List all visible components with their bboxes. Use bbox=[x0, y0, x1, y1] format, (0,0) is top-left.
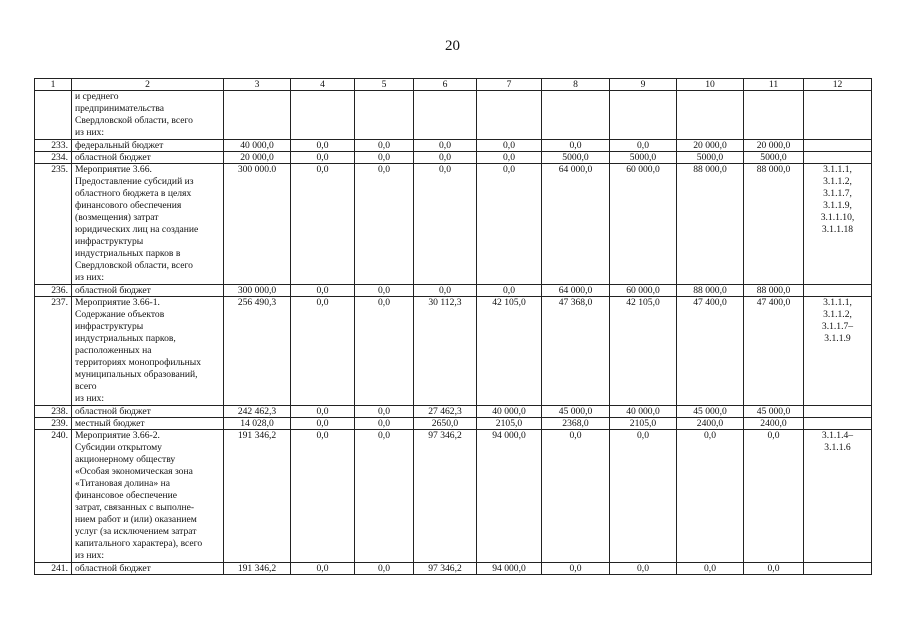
value-cell: 0,0 bbox=[414, 152, 477, 164]
row-number: 233. bbox=[35, 140, 72, 152]
page-number: 20 bbox=[445, 38, 460, 54]
value-cell: 27 462,3 bbox=[414, 406, 477, 418]
value-cell: 242 462,3 bbox=[224, 406, 291, 418]
description-line: территориях монопрофильных bbox=[75, 357, 201, 368]
description-line: инфраструктуры bbox=[75, 321, 144, 332]
value-cell: 0,0 bbox=[291, 285, 355, 297]
value-cell: 5000,0 bbox=[542, 152, 610, 164]
description-line: нием работ и (или) оказанием bbox=[75, 514, 197, 525]
value-cell: 20 000,0 bbox=[677, 140, 744, 152]
reference-line: 3.1.1.1, bbox=[823, 297, 852, 308]
value-cell bbox=[355, 91, 414, 140]
description-line: областной бюджет bbox=[75, 406, 151, 417]
row-description bbox=[72, 164, 224, 285]
column-number-row bbox=[35, 79, 872, 91]
description-line: инфраструктуры bbox=[75, 236, 144, 247]
value-cell: 45 000,0 bbox=[744, 406, 804, 418]
row-number: 235. bbox=[35, 164, 72, 285]
table-row bbox=[35, 152, 872, 164]
description-line: Свердловской области, всего bbox=[75, 260, 193, 271]
description-line: акционерному обществу bbox=[75, 454, 176, 465]
value-cell: 0,0 bbox=[677, 563, 744, 575]
value-cell: 0,0 bbox=[291, 406, 355, 418]
value-cell: 94 000,0 bbox=[477, 430, 542, 563]
description-line: юридических лиц на создание bbox=[75, 224, 199, 235]
value-cell: 40 000,0 bbox=[477, 406, 542, 418]
description-line: Предоставление субсидий из bbox=[75, 176, 194, 187]
value-cell: 0,0 bbox=[477, 164, 542, 285]
value-cell: 60 000,0 bbox=[610, 285, 677, 297]
value-cell: 2650,0 bbox=[414, 418, 477, 430]
row-number: 236. bbox=[35, 285, 72, 297]
value-cell: 40 000,0 bbox=[610, 406, 677, 418]
column-header: 11 bbox=[744, 79, 804, 91]
target-reference bbox=[804, 164, 872, 285]
value-cell: 0,0 bbox=[355, 563, 414, 575]
value-cell: 0,0 bbox=[291, 152, 355, 164]
row-number: 237. bbox=[35, 297, 72, 406]
row-description bbox=[72, 297, 224, 406]
value-cell bbox=[477, 91, 542, 140]
row-description bbox=[72, 285, 224, 297]
value-cell: 0,0 bbox=[355, 418, 414, 430]
description-line: Мероприятие 3.66-1. bbox=[75, 297, 160, 308]
column-header: 8 bbox=[542, 79, 610, 91]
row-description bbox=[72, 563, 224, 575]
row-description bbox=[72, 91, 224, 140]
value-cell: 0,0 bbox=[355, 164, 414, 285]
table-body bbox=[35, 79, 872, 575]
budget-table bbox=[34, 78, 872, 575]
value-cell: 0,0 bbox=[744, 563, 804, 575]
reference-line: 3.1.1.1, bbox=[823, 164, 852, 175]
value-cell: 47 400,0 bbox=[677, 297, 744, 406]
value-cell: 5000,0 bbox=[610, 152, 677, 164]
description-line: предпринимательства bbox=[75, 103, 165, 114]
column-header: 6 bbox=[414, 79, 477, 91]
value-cell: 42 105,0 bbox=[610, 297, 677, 406]
description-line: индустриальных парков в bbox=[75, 248, 181, 259]
description-line: Мероприятие 3.66-2. bbox=[75, 430, 160, 441]
value-cell: 97 346,2 bbox=[414, 430, 477, 563]
description-line: из них: bbox=[75, 550, 105, 561]
value-cell: 191 346,2 bbox=[224, 563, 291, 575]
value-cell: 0,0 bbox=[355, 406, 414, 418]
row-description bbox=[72, 152, 224, 164]
value-cell: 47 400,0 bbox=[744, 297, 804, 406]
value-cell: 2368,0 bbox=[542, 418, 610, 430]
row-description bbox=[72, 406, 224, 418]
target-reference bbox=[804, 563, 872, 575]
value-cell: 0,0 bbox=[677, 430, 744, 563]
value-cell: 97 346,2 bbox=[414, 563, 477, 575]
table-row bbox=[35, 418, 872, 430]
value-cell bbox=[291, 91, 355, 140]
value-cell: 20 000,0 bbox=[224, 152, 291, 164]
description-line: индустриальных парков, bbox=[75, 333, 176, 344]
value-cell bbox=[744, 91, 804, 140]
description-line: Субсидии открытому bbox=[75, 442, 162, 453]
value-cell: 0,0 bbox=[355, 152, 414, 164]
description-line: капитального характера), всего bbox=[75, 538, 203, 549]
value-cell: 0,0 bbox=[291, 430, 355, 563]
description-line: из них: bbox=[75, 127, 105, 138]
row-description bbox=[72, 430, 224, 563]
value-cell: 20 000,0 bbox=[744, 140, 804, 152]
description-line: областной бюджет bbox=[75, 285, 151, 296]
value-cell: 88 000,0 bbox=[744, 164, 804, 285]
value-cell: 5000,0 bbox=[677, 152, 744, 164]
table-row bbox=[35, 140, 872, 152]
target-reference bbox=[804, 152, 872, 164]
value-cell: 0,0 bbox=[610, 563, 677, 575]
value-cell: 0,0 bbox=[291, 418, 355, 430]
row-number: 239. bbox=[35, 418, 72, 430]
row-number bbox=[35, 91, 72, 140]
reference-line: 3.1.1.2, bbox=[823, 309, 852, 320]
value-cell: 0,0 bbox=[542, 563, 610, 575]
value-cell: 0,0 bbox=[355, 297, 414, 406]
value-cell: 47 368,0 bbox=[542, 297, 610, 406]
value-cell: 300 000,0 bbox=[224, 285, 291, 297]
value-cell: 5000,0 bbox=[744, 152, 804, 164]
value-cell bbox=[542, 91, 610, 140]
description-line: из них: bbox=[75, 272, 105, 283]
value-cell: 0,0 bbox=[291, 563, 355, 575]
value-cell: 0,0 bbox=[414, 164, 477, 285]
value-cell: 88 000,0 bbox=[744, 285, 804, 297]
value-cell: 0,0 bbox=[414, 140, 477, 152]
reference-line: 3.1.1.4– bbox=[821, 430, 854, 441]
table-row bbox=[35, 430, 872, 563]
table-row bbox=[35, 406, 872, 418]
value-cell: 0,0 bbox=[355, 430, 414, 563]
row-number: 234. bbox=[35, 152, 72, 164]
description-line: муниципальных образований, bbox=[75, 369, 198, 380]
value-cell: 42 105,0 bbox=[477, 297, 542, 406]
value-cell: 64 000,0 bbox=[542, 164, 610, 285]
description-line: из них: bbox=[75, 393, 105, 404]
target-reference bbox=[804, 140, 872, 152]
description-line: федеральный бюджет bbox=[75, 140, 164, 151]
value-cell: 0,0 bbox=[477, 152, 542, 164]
target-reference bbox=[804, 406, 872, 418]
reference-line: 3.1.1.9, bbox=[823, 200, 852, 211]
reference-line: 3.1.1.18 bbox=[821, 224, 854, 235]
description-line: областной бюджет bbox=[75, 152, 151, 163]
value-cell: 0,0 bbox=[355, 285, 414, 297]
description-line: «Титановая долина» на bbox=[75, 478, 170, 489]
row-number: 241. bbox=[35, 563, 72, 575]
value-cell: 0,0 bbox=[291, 164, 355, 285]
table-row bbox=[35, 297, 872, 406]
value-cell: 0,0 bbox=[291, 297, 355, 406]
value-cell: 30 112,3 bbox=[414, 297, 477, 406]
reference-line: 3.1.1.2, bbox=[823, 176, 852, 187]
description-line: финансового обеспечения bbox=[75, 200, 182, 211]
column-header: 9 bbox=[610, 79, 677, 91]
row-description bbox=[72, 140, 224, 152]
column-header: 1 bbox=[35, 79, 72, 91]
value-cell: 45 000,0 bbox=[542, 406, 610, 418]
column-header: 4 bbox=[291, 79, 355, 91]
target-reference bbox=[804, 285, 872, 297]
value-cell: 0,0 bbox=[414, 285, 477, 297]
value-cell bbox=[224, 91, 291, 140]
description-line: Содержание объектов bbox=[75, 309, 165, 320]
description-line: «Особая экономическая зона bbox=[75, 466, 193, 477]
target-reference bbox=[804, 297, 872, 406]
target-reference bbox=[804, 430, 872, 563]
value-cell: 88 000,0 bbox=[677, 285, 744, 297]
value-cell: 300 000.0 bbox=[224, 164, 291, 285]
reference-line: 3.1.1.10, bbox=[820, 212, 855, 223]
description-line: и среднего bbox=[75, 91, 119, 102]
table-row bbox=[35, 285, 872, 297]
target-reference bbox=[804, 91, 872, 140]
row-number: 240. bbox=[35, 430, 72, 563]
description-line: затрат, связанных с выполне- bbox=[75, 502, 195, 513]
value-cell: 256 490,3 bbox=[224, 297, 291, 406]
value-cell bbox=[610, 91, 677, 140]
value-cell: 2400,0 bbox=[677, 418, 744, 430]
column-header: 5 bbox=[355, 79, 414, 91]
column-header: 2 bbox=[72, 79, 224, 91]
description-line: областной бюджет bbox=[75, 563, 151, 574]
value-cell: 0,0 bbox=[744, 430, 804, 563]
value-cell: 2105,0 bbox=[610, 418, 677, 430]
value-cell: 60 000,0 bbox=[610, 164, 677, 285]
value-cell: 0,0 bbox=[542, 140, 610, 152]
description-line: всего bbox=[75, 381, 97, 392]
description-line: расположенных на bbox=[75, 345, 152, 356]
column-header: 3 bbox=[224, 79, 291, 91]
value-cell: 0,0 bbox=[477, 140, 542, 152]
target-reference bbox=[804, 418, 872, 430]
row-number: 238. bbox=[35, 406, 72, 418]
value-cell: 64 000,0 bbox=[542, 285, 610, 297]
column-header: 10 bbox=[677, 79, 744, 91]
table-row bbox=[35, 164, 872, 285]
description-line: областного бюджета в целях bbox=[75, 188, 192, 199]
value-cell: 14 028,0 bbox=[224, 418, 291, 430]
row-description bbox=[72, 418, 224, 430]
value-cell: 0,0 bbox=[610, 140, 677, 152]
value-cell: 0,0 bbox=[477, 285, 542, 297]
value-cell: 0,0 bbox=[355, 140, 414, 152]
description-line: Мероприятие 3.66. bbox=[75, 164, 152, 175]
value-cell: 191 346,2 bbox=[224, 430, 291, 563]
table-row bbox=[35, 91, 872, 140]
value-cell: 0,0 bbox=[291, 140, 355, 152]
value-cell: 2105,0 bbox=[477, 418, 542, 430]
description-line: (возмещения) затрат bbox=[75, 212, 159, 223]
reference-line: 3.1.1.6 bbox=[824, 442, 851, 453]
description-line: Свердловской области, всего bbox=[75, 115, 193, 126]
value-cell: 2400,0 bbox=[744, 418, 804, 430]
value-cell bbox=[414, 91, 477, 140]
value-cell: 45 000,0 bbox=[677, 406, 744, 418]
reference-line: 3.1.1.9 bbox=[824, 333, 851, 344]
reference-line: 3.1.1.7– bbox=[821, 321, 854, 332]
table-row bbox=[35, 563, 872, 575]
description-line: местный бюджет bbox=[75, 418, 145, 429]
value-cell: 0,0 bbox=[542, 430, 610, 563]
description-line: услуг (за исключением затрат bbox=[75, 526, 197, 537]
value-cell: 0,0 bbox=[610, 430, 677, 563]
description-line: финансовое обеспечение bbox=[75, 490, 178, 501]
reference-line: 3.1.1.7, bbox=[823, 188, 852, 199]
value-cell: 40 000,0 bbox=[224, 140, 291, 152]
value-cell bbox=[677, 91, 744, 140]
value-cell: 88 000,0 bbox=[677, 164, 744, 285]
value-cell: 94 000,0 bbox=[477, 563, 542, 575]
column-header: 7 bbox=[477, 79, 542, 91]
column-header: 12 bbox=[804, 79, 872, 91]
